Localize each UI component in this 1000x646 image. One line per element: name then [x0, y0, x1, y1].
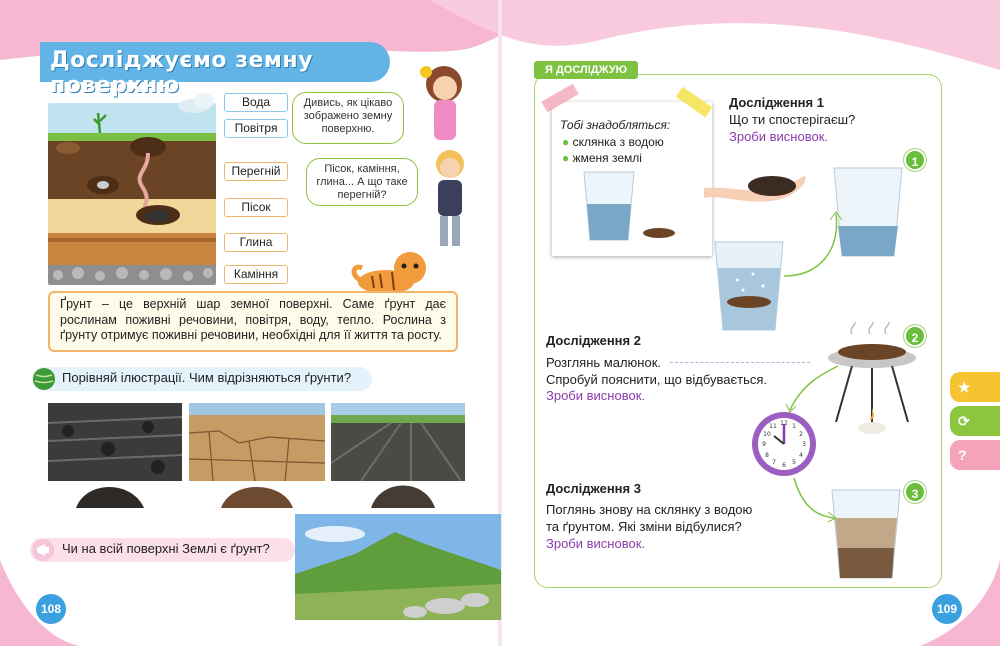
study2-title: Дослідження 2 — [546, 333, 641, 348]
svg-text:11: 11 — [769, 423, 777, 430]
materials-title: Тобі знадобляться: — [560, 118, 671, 132]
tiger-illustration — [350, 244, 434, 298]
svg-text:8: 8 — [765, 452, 769, 459]
layer-label-sand: Пісок — [224, 198, 288, 217]
materials-item: ● жменя землі — [562, 151, 642, 165]
study2-line1: Розглянь малюнок. — [546, 355, 662, 370]
photo-mountain-landscape — [295, 514, 501, 620]
study1-text: Що ти спостерігаєш? — [729, 112, 856, 127]
star-icon: ★ — [958, 379, 971, 395]
soil-mound-brown — [217, 474, 297, 510]
svg-text:6: 6 — [782, 462, 786, 469]
step-number-3: 3 — [904, 481, 926, 503]
clock-icon — [750, 410, 818, 478]
page-title-banner — [40, 42, 390, 98]
materials-card — [552, 102, 712, 256]
photo-plowed-black-soil — [48, 403, 182, 481]
page-number-right: 109 — [932, 594, 962, 624]
soil-definition-box: Ґрунт – це верхній шар земної поверхні. Саме ґрунт дає рослинам поживні речовини, повітря, воду, тепло. Рослина з ґрунту отримує поживні речовини, необхідні для її життя та росту. — [48, 291, 458, 352]
speech-bubble-boy: Пісок, каміння, глина... А що таке перегній? — [306, 158, 418, 206]
question-everywhere: Чи на всій поверхні Землі є ґрунт? — [62, 541, 270, 556]
refresh-icon: ⟳ — [958, 413, 970, 429]
photo-dry-cracked-soil — [189, 403, 325, 481]
svg-text:1: 1 — [792, 423, 796, 430]
soil-mound-black — [72, 474, 147, 510]
handful-of-soil-icon — [642, 226, 676, 238]
svg-text:5: 5 — [792, 459, 796, 466]
page-number-left: 108 — [36, 594, 66, 624]
step-number-2: 2 — [904, 325, 926, 347]
watermelon-icon — [32, 367, 56, 391]
svg-text:4: 4 — [799, 452, 803, 459]
layer-label-humus: Перегній — [224, 162, 288, 181]
glass-with-soil — [713, 240, 785, 332]
photo-wet-field-soil — [331, 403, 465, 481]
cloud-icon — [174, 90, 224, 114]
layer-label-clay: Глина — [224, 233, 288, 252]
page-title: Досліджуємо земну поверхню — [50, 48, 313, 98]
study3-conclusion: Зроби висновок. — [546, 536, 645, 551]
megaphone-icon — [31, 538, 55, 562]
arrow-icon — [782, 364, 842, 414]
svg-text:12: 12 — [780, 420, 788, 427]
glass-of-water-icon — [582, 170, 636, 244]
layer-label-stones: Каміння — [224, 265, 288, 284]
question-compare: Порівняй ілюстрації. Чим відрізняються ґрунти? — [62, 370, 352, 385]
study3-title: Дослідження 3 — [546, 481, 641, 496]
svg-text:2: 2 — [799, 431, 803, 438]
speech-bubble-girl: Дивись, як цікаво зображено земну поверхню. — [292, 92, 404, 144]
section-tag: Я ДОСЛІДЖУЮ — [534, 61, 638, 79]
study1-title: Дослідження 1 — [729, 95, 824, 110]
study2-line2: Спробуй пояснити, що відбувається. — [546, 372, 768, 387]
dashed-arrow — [670, 362, 810, 363]
side-tab-star[interactable] — [950, 372, 1000, 402]
svg-text:10: 10 — [763, 431, 771, 438]
svg-text:7: 7 — [772, 459, 776, 466]
children-illustration — [412, 62, 474, 252]
layer-label-air: Повітря — [224, 119, 288, 138]
arrow-icon — [792, 476, 838, 522]
svg-text:9: 9 — [762, 441, 766, 448]
materials-item: ● склянка з водою — [562, 135, 664, 149]
study3-line1: Поглянь знову на склянку з водою — [546, 502, 753, 517]
arrow-icon — [780, 210, 850, 280]
side-tab-refresh[interactable] — [950, 406, 1000, 436]
study1-conclusion: Зроби висновок. — [729, 129, 828, 144]
study2-conclusion: Зроби висновок. — [546, 388, 645, 403]
soil-layers-illustration — [48, 103, 216, 285]
side-tab-question[interactable] — [950, 440, 1000, 470]
layer-label-water: Вода — [224, 93, 288, 112]
question-icon: ? — [958, 447, 967, 463]
step-number-1: 1 — [904, 149, 926, 171]
soil-mound-dark — [367, 472, 439, 510]
glass-soil-settled — [830, 488, 902, 580]
study3-line2: та ґрунтом. Які зміни відбулися? — [546, 519, 742, 534]
svg-text:3: 3 — [802, 441, 806, 448]
